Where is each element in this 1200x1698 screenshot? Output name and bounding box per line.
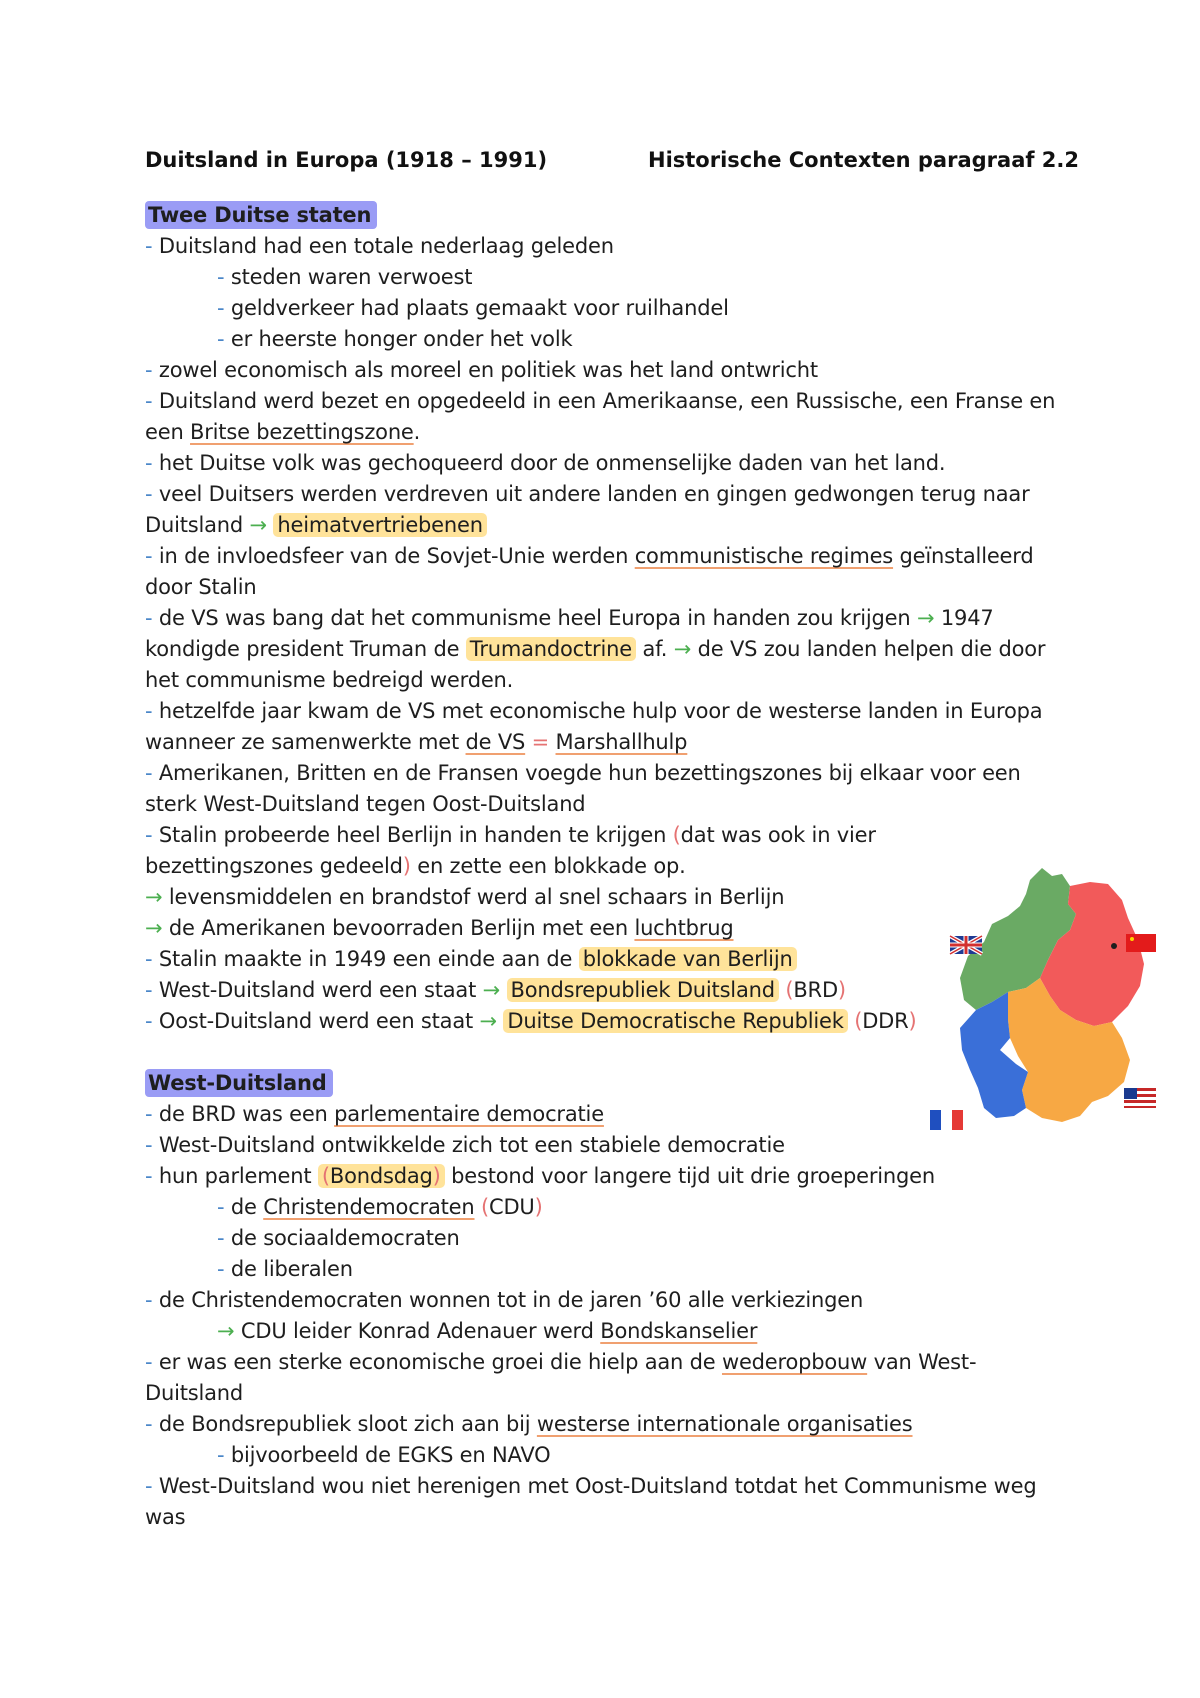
note-line: - het Duitse volk was gechoqueerd door de onmenselijke daden van het land.: [145, 451, 946, 475]
arrow-icon: →: [479, 1009, 497, 1033]
note-line: het communisme bedreigd werden.: [145, 668, 514, 692]
note-line: → de Amerikanen bevoorraden Berlijn met een luchtbrug: [145, 916, 734, 940]
note-line: - in de invloedsfeer van de Sovjet-Unie werden communistische regimes geïnstalleerd: [145, 544, 1034, 568]
note-line: een Britse bezettingszone.: [145, 420, 421, 444]
section-heading-label: Twee Duitse staten: [145, 201, 377, 229]
note-line: - West-Duitsland werd een staat → Bondsrepubliek Duitsland (BRD): [145, 978, 846, 1002]
note-subline: - geldverkeer had plaats gemaakt voor ruilhandel: [217, 296, 729, 320]
underlined-term: de VS: [465, 730, 526, 754]
note-line: - hetzelfde jaar kwam de VS met economische hulp voor de westerse landen in Europa: [145, 699, 1043, 723]
underlined-term: communistische regimes: [634, 544, 894, 568]
arrow-icon: →: [217, 1319, 235, 1343]
note-line: - West-Duitsland ontwikkelde zich tot een stabiele democratie: [145, 1133, 785, 1157]
note-line: sterk West-Duitsland tegen Oost-Duitsland: [145, 792, 586, 816]
arrow-icon: →: [916, 606, 935, 630]
note-line: - de BRD was een parlementaire democratie: [145, 1102, 604, 1126]
note-line: - West-Duitsland wou niet herenigen met Oost-Duitsland totdat het Communisme weg: [145, 1474, 1037, 1498]
underlined-term: Britse bezettingszone: [190, 420, 414, 444]
arrow-icon: →: [673, 637, 692, 661]
arrow-icon: →: [482, 978, 501, 1002]
highlighted-term: heimatvertriebenen: [273, 513, 486, 537]
usa-flag-icon: [1124, 1088, 1156, 1108]
note-line: - de Bondsrepubliek sloot zich aan bij westerse internationale organisaties: [145, 1412, 913, 1436]
highlighted-term: blokkade van Berlijn: [579, 947, 797, 971]
highlighted-term: Bondsrepubliek Duitsland: [507, 978, 779, 1002]
note-line: - zowel economisch als moreel en politiek was het land ontwricht: [145, 358, 818, 382]
france-flag-icon: [930, 1110, 963, 1130]
note-line: - hun parlement (Bondsdag) bestond voor langere tijd uit drie groeperingen: [145, 1164, 935, 1188]
note-subline: - er heerste honger onder het volk: [217, 327, 573, 351]
section-heading: [145, 1068, 333, 1099]
note-subline: → CDU leider Konrad Adenauer werd Bondskanselier: [217, 1319, 758, 1343]
underlined-term: westerse internationale organisaties: [536, 1412, 913, 1436]
underlined-term: parlementaire democratie: [334, 1102, 604, 1126]
china-flag-icon: [1126, 934, 1156, 952]
underlined-term: Christendemocraten: [263, 1195, 475, 1219]
document-subtitle: Historische Contexten paragraaf 2.2: [648, 148, 1080, 172]
note-line: - Duitsland had een totale nederlaag geleden: [145, 234, 614, 258]
note-line: kondigde president Truman de Trumandoctrine af. → de VS zou landen helpen die door: [145, 637, 1046, 661]
highlighted-term: Duitse Democratische Republiek: [503, 1009, 847, 1033]
document-title: Duitsland in Europa (1918 – 1991): [145, 148, 548, 172]
note-line: - de VS was bang dat het communisme heel Europa in handen zou krijgen → 1947: [145, 606, 994, 630]
note-line: → levensmiddelen en brandstof werd al snel schaars in Berlijn: [145, 885, 785, 909]
note-subline: - bijvoorbeeld de EGKS en NAVO: [217, 1443, 551, 1467]
note-line: door Stalin: [145, 575, 257, 599]
note-subline: - de sociaaldemocraten: [217, 1226, 460, 1250]
note-line: - Stalin maakte in 1949 een einde aan de blokkade van Berlijn: [145, 944, 797, 975]
note-line: was: [145, 1505, 186, 1529]
arrow-icon: →: [249, 513, 267, 537]
note-line: bezettingszones gedeeld) en zette een blokkade op.: [145, 854, 686, 878]
berlin-marker: [1111, 943, 1117, 949]
note-line: - veel Duitsers werden verdreven uit andere landen en gingen gedwongen terug naar: [145, 482, 1030, 506]
highlighted-term: (Bondsdag): [318, 1164, 445, 1188]
note-line: Duitsland → heimatvertriebenen: [145, 510, 487, 541]
section-heading: [145, 200, 377, 231]
note-line: Duitsland: [145, 1381, 244, 1405]
note-line: - Amerikanen, Britten en de Fransen voegde hun bezettingszones bij elkaar voor een: [145, 761, 1021, 785]
note-line: - Oost-Duitsland werd een staat → Duitse Democratische Republiek (DDR): [145, 1009, 917, 1033]
note-line: - er was een sterke economische groei die hielp aan de wederopbouw van West-: [145, 1350, 977, 1374]
occupation-zones-map: [930, 860, 1160, 1150]
underlined-term: Bondskanselier: [600, 1319, 758, 1343]
highlighted-term: Trumandoctrine: [466, 637, 636, 661]
underlined-term: luchtbrug: [634, 916, 734, 940]
arrow-icon: →: [145, 885, 163, 909]
section-heading-label: West-Duitsland: [145, 1069, 333, 1097]
note-line: - Stalin probeerde heel Berlijn in handen te krijgen (dat was ook in vier: [145, 823, 876, 847]
underlined-term: Marshallhulp: [555, 730, 688, 754]
note-subline: - de Christendemocraten (CDU): [217, 1195, 543, 1219]
note-subline: - de liberalen: [217, 1257, 353, 1281]
note-subline: - steden waren verwoest: [217, 265, 473, 289]
note-line: - Duitsland werd bezet en opgedeeld in een Amerikaanse, een Russische, een Franse en: [145, 389, 1056, 413]
underlined-term: wederopbouw: [721, 1350, 868, 1374]
arrow-icon: →: [145, 916, 163, 940]
note-line: - de Christendemocraten wonnen tot in de jaren ’60 alle verkiezingen: [145, 1288, 864, 1312]
note-line: wanneer ze samenwerkte met de VS = Marshallhulp: [145, 730, 688, 754]
uk-flag-icon: [950, 936, 982, 954]
